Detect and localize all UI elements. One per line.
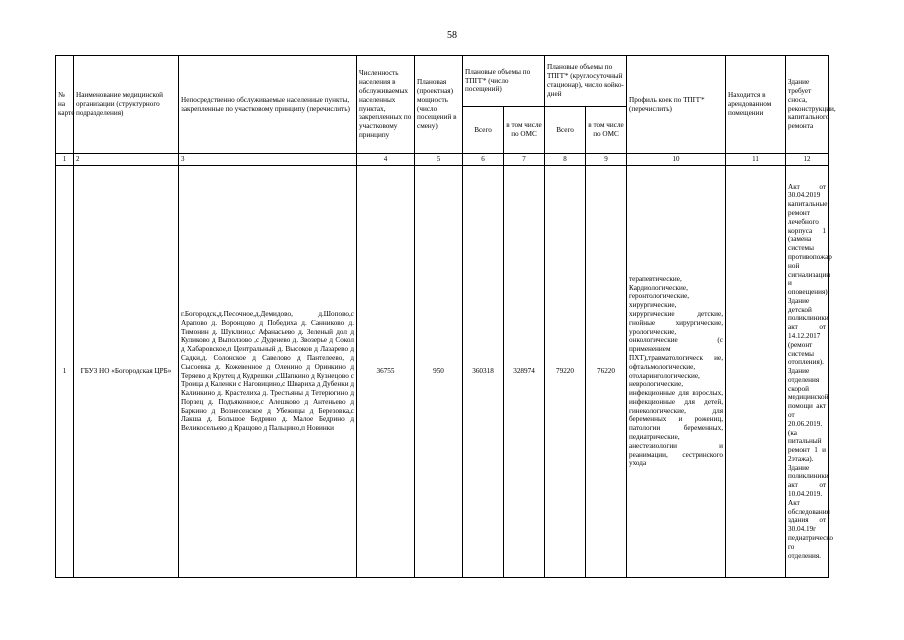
header-col-5: Плановая (проектная) мощность (число посещений в смену): [415, 56, 463, 154]
header-col-7: в том числе по ОМС: [504, 107, 545, 154]
column-number: 10: [627, 154, 726, 166]
table-row: [56, 166, 829, 578]
column-number: 4: [357, 154, 415, 166]
header-row-1: [56, 56, 829, 107]
organization-name: ГБУЗ НО «Богородская ЦРБ»: [74, 166, 179, 578]
rented-value: [726, 166, 786, 578]
header-col-4: Численность населения в обслуживаемых населенных пунктах, закрепленных по участковому принципу: [357, 56, 415, 154]
header-col-6: Всего: [463, 107, 504, 154]
visits-oms-value: 328974: [504, 166, 545, 578]
column-number: 3: [179, 154, 357, 166]
header-col-2: Наименование медицинской организации (структурного подразделения): [74, 56, 179, 154]
column-number: 7: [504, 154, 545, 166]
column-number: 1: [56, 154, 74, 166]
column-number: 8: [545, 154, 586, 166]
header-visits-group: Плановые объемы по ТПГГ* (число посещений): [463, 56, 545, 107]
bed-profiles-list: терапевтические, Кардиологические, геронтологические, хирургические, хирургические детские, гнойные хирургические, урологические, онкологические (с применением ПХТ),травматологическ ие, офтальмологические, отоларингологические, неврологические, инфекционные для взрослых, инфекционные для детей, гинекологические, для беременных и рожениц, патологии беременных, педиатрические, анестезиологии и реанимации, сестринского ухода: [627, 166, 726, 578]
settlements-list: г.Богородск,д.Песочное,д.Демидово, д.Шопово,с Арапово д. Воронцово д Победиха д. Санниково д. Тимонин д. Шуклино,с Афанасьево д. Зеленый дол д Куликово д Выползово ,с Дуденево д. Звозерье д Сокол д Хабаровское,п Центральный д. Высоков д Лазарево д Садки,д. Солонское д Савелово д Пантелеево, д Сысоевка д. Кожевенное д Оленино д Оринкино д Теряево д Крутец д Кудрешки ,сШапкино д Кузнецово с Троица д Каленки с Наговицино,с Швариха д Дубенки д Калинкино д. Крастелиха д. Трестьяны д Тетерюгино д Порзец д. Подъяконное,с Алешково д Антеньево д Баркино д Вознесенское д Убежицы д Березовка,с Лакша д. Большое Бедрино д. Малое Бедрино д Великосельево д Кращово д Пальцино,п Новинки: [179, 166, 357, 578]
column-number: 6: [463, 154, 504, 166]
repairs-notes: Акт от 30.04.2019 капитальные ремонт лечебного корпуса 1 (замена системы противопожар ной сигнализации и оповещения). Здание детской поликлиники акт от 14.12.2017 (ремонт системы отопления). Здание отделения скорой медицинской помощи акт от 20.06.2019.(ка питальный ремонт 1 и 2этажа). Здание поликлиники акт от 10.04.2019. Акт обследования здания от 30.04.19г педиатрическо го отделения.: [786, 166, 829, 578]
column-number: 9: [586, 154, 627, 166]
column-number: 2: [74, 154, 179, 166]
header-col-11: Находится в арендованном помещении: [726, 56, 786, 154]
beddays-oms-value: 76220: [586, 166, 627, 578]
beddays-total-value: 79220: [545, 166, 586, 578]
page-number: 58: [447, 30, 457, 41]
column-number: 12: [786, 154, 829, 166]
column-number-row: [56, 154, 829, 166]
header-col-10: Профиль коек по ТПГГ* (перечислить): [627, 56, 726, 154]
header-col-1: № на карте: [56, 56, 74, 154]
row-number: 1: [56, 166, 74, 578]
column-number: 5: [415, 154, 463, 166]
column-number: 11: [726, 154, 786, 166]
header-col-3: Непосредственно обслуживаемые населенные пункты, закрепленные по участковому принципу (перечислить): [179, 56, 357, 154]
visits-total-value: 360318: [463, 166, 504, 578]
header-beddays-group: Плановые объемы по ТПГГ* (круглосуточный стационар), число койко-дней: [545, 56, 627, 107]
header-col-12: Здание требует сноса, реконструкции, капитального ремонта: [786, 56, 829, 154]
facilities-table: [55, 55, 836, 578]
population-value: 36755: [357, 166, 415, 578]
header-col-9: в том числе по ОМС: [586, 107, 627, 154]
capacity-value: 950: [415, 166, 463, 578]
header-col-8: Всего: [545, 107, 586, 154]
